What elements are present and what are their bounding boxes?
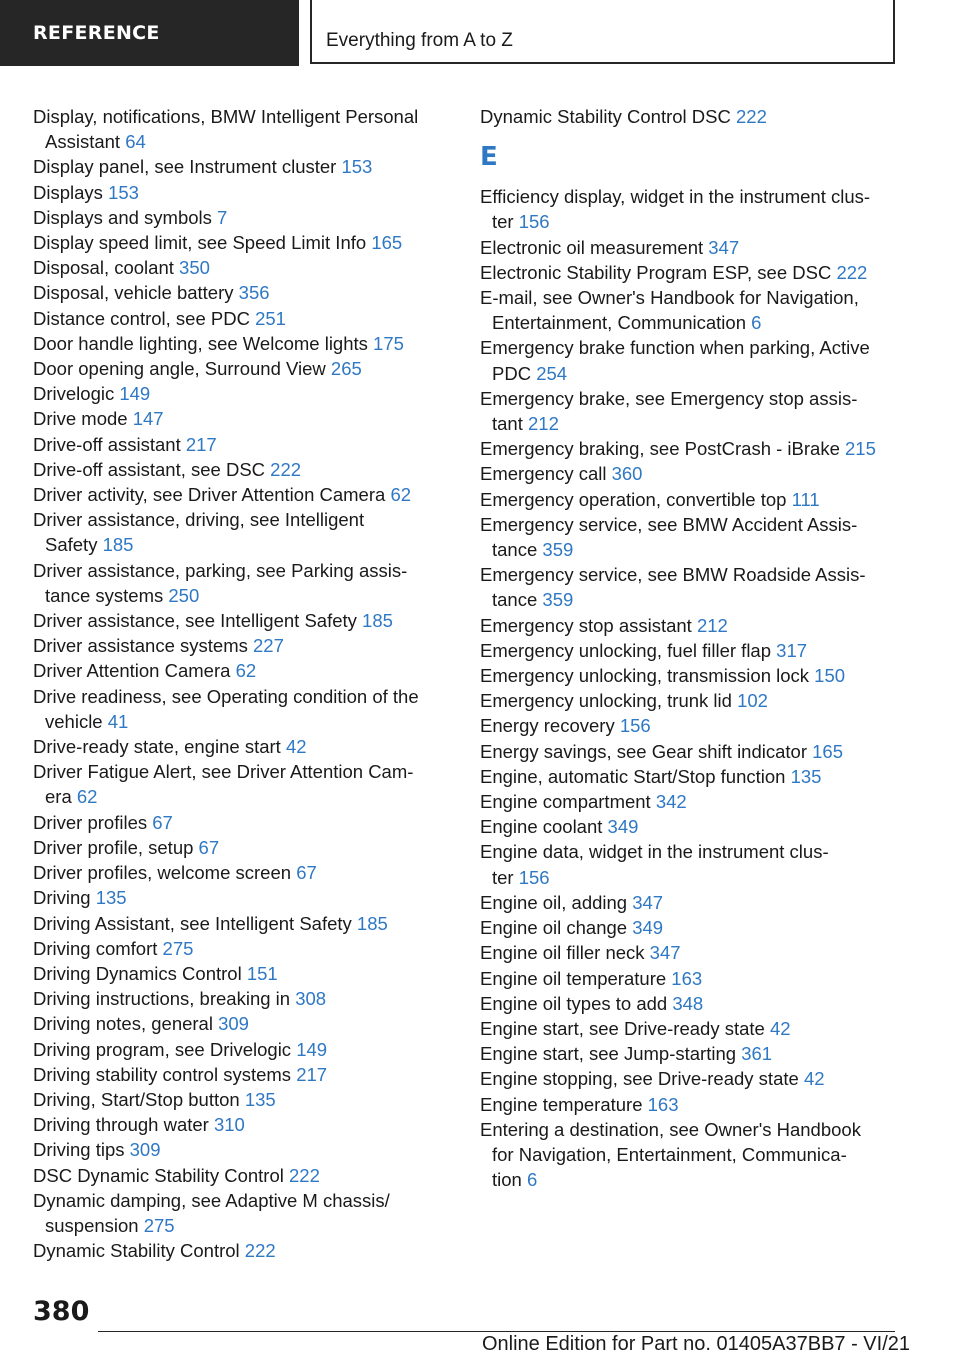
index-entry bbox=[480, 713, 900, 738]
index-entry-text: Driver assistance, parking, see Parking assis- bbox=[33, 559, 408, 581]
index-entry bbox=[480, 1117, 900, 1193]
page-reference-link[interactable]: 151 bbox=[246, 962, 278, 984]
index-entry bbox=[33, 306, 438, 331]
index-entry-text: Door opening angle, Surround View bbox=[33, 358, 326, 380]
index-entry-text: Driving instructions, breaking in bbox=[33, 988, 291, 1010]
page-reference-link[interactable]: 212 bbox=[528, 413, 559, 435]
page-reference-link[interactable]: 227 bbox=[253, 635, 284, 657]
index-entry-text: Drive readiness, see Operating condition of the bbox=[33, 685, 419, 707]
page-reference-link[interactable]: 67 bbox=[152, 811, 173, 833]
index-entry-text: Driver Attention Camera bbox=[33, 660, 231, 682]
page-reference-link[interactable]: 135 bbox=[244, 1088, 276, 1110]
index-entry-text: Drive-off assistant bbox=[33, 433, 181, 455]
index-entry-text: Entertainment, Communication bbox=[492, 312, 746, 334]
page-reference-link[interactable]: 222 bbox=[836, 261, 868, 283]
index-entry bbox=[33, 457, 438, 482]
page-reference-link[interactable]: 185 bbox=[102, 534, 134, 556]
index-entry-text: Dynamic damping, see Adaptive M chassis/ bbox=[33, 1189, 390, 1211]
page-reference-link[interactable]: 275 bbox=[143, 1214, 175, 1236]
index-entry-text: Emergency call bbox=[480, 463, 607, 485]
index-column-left bbox=[33, 104, 438, 1263]
index-entry-text: Engine data, widget in the instrument clus- bbox=[480, 841, 829, 863]
index-entry-text: Engine oil filler neck bbox=[480, 942, 645, 964]
index-entry-text: Driver activity, see Driver Attention Camera bbox=[33, 484, 386, 506]
index-entry bbox=[480, 1066, 900, 1091]
index-lead-entries bbox=[480, 104, 900, 129]
index-entry bbox=[480, 562, 900, 612]
index-entry bbox=[33, 1037, 438, 1062]
page-reference-link[interactable]: 67 bbox=[198, 836, 220, 858]
section-tab bbox=[0, 0, 299, 66]
page-reference-link[interactable]: 163 bbox=[647, 1093, 679, 1115]
index-entry-text: tance bbox=[492, 589, 538, 611]
page-reference-link[interactable]: 359 bbox=[542, 589, 574, 611]
index-entry bbox=[33, 860, 438, 885]
index-entry-text: Dynamic Stability Control bbox=[33, 1240, 240, 1262]
page-reference-link[interactable]: 135 bbox=[95, 887, 127, 909]
page-reference-link[interactable]: 156 bbox=[619, 715, 651, 737]
page-reference-link[interactable]: 62 bbox=[390, 484, 412, 506]
page-reference-link[interactable]: 317 bbox=[776, 639, 808, 661]
page-reference-link[interactable]: 156 bbox=[518, 866, 550, 888]
index-entry bbox=[33, 810, 438, 835]
index-entry-text: ter bbox=[492, 866, 514, 888]
index-entry bbox=[480, 663, 900, 688]
page-reference-link[interactable]: 250 bbox=[168, 584, 200, 606]
index-entry bbox=[33, 759, 438, 809]
index-entry bbox=[33, 507, 438, 557]
index-entry-text: Driver assistance, see Intelligent Safety bbox=[33, 610, 357, 632]
index-entry-text: Emergency service, see BMW Roadside Assis- bbox=[480, 564, 866, 586]
index-entry bbox=[33, 1188, 438, 1238]
index-entry bbox=[33, 154, 438, 179]
page-reference-link[interactable]: 62 bbox=[76, 786, 98, 808]
index-entry bbox=[480, 512, 900, 562]
index-entry bbox=[33, 1062, 438, 1087]
page-reference-link[interactable]: 222 bbox=[736, 106, 767, 127]
index-entry bbox=[33, 432, 438, 457]
index-entry-text: Emergency operation, convertible top bbox=[480, 488, 787, 510]
page-reference-link[interactable]: 356 bbox=[238, 282, 270, 304]
index-entry-text: Displays bbox=[33, 181, 103, 203]
section-label: REFERENCE bbox=[33, 22, 160, 44]
index-entry-text: Electronic Stability Program ESP, see DSC bbox=[480, 261, 832, 283]
page-reference-link[interactable]: 251 bbox=[255, 307, 286, 329]
page-reference-link[interactable]: 7 bbox=[217, 206, 228, 228]
index-entry bbox=[33, 180, 438, 205]
index-entry-text: E-mail, see Owner's Handbook for Navigation, bbox=[480, 287, 859, 309]
index-entry bbox=[480, 613, 900, 638]
index-entry-text: Emergency brake function when parking, Active bbox=[480, 337, 870, 359]
index-entry bbox=[33, 331, 438, 356]
index-entry bbox=[33, 558, 438, 608]
index-entry bbox=[33, 608, 438, 633]
index-entry-text: Drive mode bbox=[33, 408, 128, 430]
index-entry-text: Electronic oil measurement bbox=[480, 236, 704, 258]
index-entry bbox=[33, 104, 438, 154]
index-entry bbox=[480, 235, 900, 260]
page-reference-link[interactable]: 254 bbox=[536, 362, 568, 384]
index-entry-text: Driver profiles, welcome screen bbox=[33, 862, 292, 884]
page-reference-link[interactable]: 149 bbox=[119, 383, 151, 405]
index-entry bbox=[480, 1041, 900, 1066]
index-entry-text: Drive-off assistant, see DSC bbox=[33, 458, 266, 480]
index-entry bbox=[33, 205, 438, 230]
index-entry-text: Driving comfort bbox=[33, 937, 158, 959]
page-reference-link[interactable]: 309 bbox=[129, 1139, 161, 1161]
index-entry bbox=[480, 386, 900, 436]
index-entry bbox=[480, 991, 900, 1016]
page-reference-link[interactable]: 349 bbox=[607, 816, 639, 838]
page-reference-link[interactable]: 6 bbox=[526, 1169, 538, 1191]
index-entry bbox=[33, 1163, 438, 1188]
index-entry-text: Driving program, see Drivelogic bbox=[33, 1038, 292, 1060]
index-entry-text: Safety bbox=[45, 534, 98, 556]
page-reference-link[interactable]: 360 bbox=[611, 463, 643, 485]
index-entry bbox=[480, 461, 900, 486]
index-entry-text: Assistant bbox=[45, 131, 121, 153]
edition-note: Online Edition for Part no. 01405A37BB7 - VI/21 bbox=[481, 1333, 910, 1355]
page-reference-link[interactable]: 156 bbox=[518, 211, 550, 233]
index-entry-text: tance bbox=[492, 539, 538, 561]
index-entry-text: Driving through water bbox=[33, 1114, 209, 1136]
page-reference-link[interactable]: 102 bbox=[737, 690, 768, 712]
page-reference-link[interactable]: 222 bbox=[270, 458, 302, 480]
page-reference-link[interactable]: 347 bbox=[649, 942, 681, 964]
index-entry bbox=[480, 739, 900, 764]
index-entry-text: Driver Fatigue Alert, see Driver Attention Cam- bbox=[33, 761, 414, 783]
index-entry-text: Driving Dynamics Control bbox=[33, 962, 242, 984]
page-reference-link[interactable]: 42 bbox=[769, 1017, 791, 1039]
index-entry-text: Engine, automatic Start/Stop function bbox=[480, 765, 786, 787]
index-entry-text: Driving bbox=[33, 887, 91, 909]
index-entry bbox=[480, 335, 900, 385]
index-entry-text: Engine temperature bbox=[480, 1093, 643, 1115]
index-entry-text: Efficiency display, widget in the instrument clus- bbox=[480, 186, 871, 208]
page-reference-link[interactable]: 42 bbox=[285, 736, 307, 758]
page-reference-link[interactable]: 153 bbox=[108, 181, 139, 203]
index-entry-text: Driving stability control systems bbox=[33, 1063, 292, 1085]
page-reference-link[interactable]: 275 bbox=[162, 937, 194, 959]
page-reference-link[interactable]: 217 bbox=[296, 1063, 328, 1085]
index-entry bbox=[480, 260, 900, 285]
page-reference-link[interactable]: 41 bbox=[107, 710, 129, 732]
page-number: 380 bbox=[33, 1296, 90, 1327]
index-entry bbox=[480, 789, 900, 814]
index-entry-text: era bbox=[45, 786, 72, 808]
page-reference-link[interactable]: 350 bbox=[179, 257, 210, 279]
index-entry-text: Dynamic Stability Control DSC bbox=[480, 106, 731, 127]
chapter-header bbox=[310, 0, 895, 64]
index-entry-text: Emergency unlocking, fuel filler flap bbox=[480, 639, 772, 661]
index-entry-text: Emergency stop assistant bbox=[480, 614, 692, 636]
index-entry bbox=[480, 1092, 900, 1117]
index-entry-text: Engine start, see Drive-ready state bbox=[480, 1017, 765, 1039]
section-letter: E bbox=[480, 142, 498, 173]
index-entry-text: Energy recovery bbox=[480, 715, 615, 737]
index-entry-text: Display panel, see Instrument cluster bbox=[33, 156, 337, 178]
index-entries bbox=[480, 184, 900, 1192]
index-entry bbox=[480, 814, 900, 839]
index-entry bbox=[33, 1112, 438, 1137]
index-entry bbox=[480, 764, 900, 789]
page-reference-link[interactable]: 185 bbox=[356, 912, 388, 934]
index-entry-text: Door handle lighting, see Welcome lights bbox=[33, 332, 368, 354]
index-entry-text: Emergency unlocking, trunk lid bbox=[480, 690, 732, 712]
index-entry bbox=[33, 255, 438, 280]
index-entry-text: Drivelogic bbox=[33, 383, 115, 405]
index-entry bbox=[33, 1238, 438, 1263]
index-entry-text: Display, notifications, BMW Intelligent Personal bbox=[33, 106, 419, 127]
index-entry-text: Distance control, see PDC bbox=[33, 307, 250, 329]
chapter-title: Everything from A to Z bbox=[326, 30, 513, 51]
index-entry-text: Emergency service, see BMW Accident Assis- bbox=[480, 513, 858, 535]
page-reference-link[interactable]: 222 bbox=[244, 1240, 276, 1262]
index-entry-text: for Navigation, Entertainment, Communica- bbox=[492, 1143, 847, 1165]
page-reference-link[interactable]: 163 bbox=[671, 967, 703, 989]
page-reference-link[interactable]: 309 bbox=[218, 1013, 249, 1035]
index-entry-text: ter bbox=[492, 211, 514, 233]
index-entry bbox=[33, 911, 438, 936]
index-entry bbox=[480, 890, 900, 915]
index-entry bbox=[33, 658, 438, 683]
index-entry bbox=[480, 688, 900, 713]
index-entry-text: Disposal, vehicle battery bbox=[33, 282, 234, 304]
index-entry-text: Engine oil, adding bbox=[480, 891, 628, 913]
page-reference-link[interactable]: 349 bbox=[632, 917, 664, 939]
index-entry bbox=[33, 482, 438, 507]
index-entry-text: Driving notes, general bbox=[33, 1013, 213, 1035]
page-reference-link[interactable]: 149 bbox=[296, 1038, 328, 1060]
index-entry-text: PDC bbox=[492, 362, 532, 384]
index-entry bbox=[33, 1087, 438, 1112]
page-reference-link[interactable]: 165 bbox=[371, 232, 403, 254]
page-reference-link[interactable]: 347 bbox=[708, 236, 740, 258]
index-entry-text: Drive-ready state, engine start bbox=[33, 736, 281, 758]
index-entry-text: Emergency brake, see Emergency stop assis- bbox=[480, 387, 858, 409]
page-reference-link[interactable]: 222 bbox=[289, 1164, 320, 1186]
index-entry bbox=[480, 285, 900, 335]
index-entry-text: Driver assistance systems bbox=[33, 635, 248, 657]
index-entry-text: Driver assistance, driving, see Intelligent bbox=[33, 509, 365, 531]
index-entry bbox=[480, 104, 900, 129]
page-reference-link[interactable]: 153 bbox=[341, 156, 373, 178]
index-entry-text: Entering a destination, see Owner's Handbook bbox=[480, 1118, 861, 1140]
index-entry bbox=[33, 936, 438, 961]
index-entry bbox=[33, 835, 438, 860]
page-reference-link[interactable]: 310 bbox=[213, 1114, 245, 1136]
page-reference-link[interactable]: 185 bbox=[362, 610, 393, 632]
index-entry bbox=[480, 487, 900, 512]
page-reference-link[interactable]: 62 bbox=[235, 660, 257, 682]
page-reference-link[interactable]: 165 bbox=[812, 740, 844, 762]
index-entry-text: Display speed limit, see Speed Limit Info bbox=[33, 232, 367, 254]
index-entry-text: Engine stopping, see Drive-ready state bbox=[480, 1068, 799, 1090]
page-reference-link[interactable]: 67 bbox=[296, 862, 317, 884]
page-reference-link[interactable]: 308 bbox=[295, 988, 327, 1010]
index-entry bbox=[33, 230, 438, 255]
page-reference-link[interactable]: 215 bbox=[845, 438, 876, 460]
index-entry bbox=[480, 1016, 900, 1041]
index-entry-text: Energy savings, see Gear shift indicator bbox=[480, 740, 807, 762]
index-entry-text: Driver profiles bbox=[33, 811, 148, 833]
index-entry bbox=[480, 915, 900, 940]
page-reference-link[interactable]: 175 bbox=[373, 332, 404, 354]
page-reference-link[interactable]: 111 bbox=[791, 488, 820, 510]
index-entry bbox=[33, 961, 438, 986]
index-entry bbox=[33, 381, 438, 406]
page-reference-link[interactable]: 347 bbox=[632, 891, 664, 913]
index-entry bbox=[480, 966, 900, 991]
index-entry bbox=[33, 734, 438, 759]
page-reference-link[interactable]: 348 bbox=[672, 992, 704, 1014]
page-reference-link[interactable]: 42 bbox=[803, 1068, 825, 1090]
index-entry-text: Engine oil temperature bbox=[480, 967, 667, 989]
index-entry-text: Driving tips bbox=[33, 1139, 125, 1161]
page-reference-link[interactable]: 217 bbox=[185, 433, 217, 455]
footer-divider bbox=[98, 1331, 895, 1332]
index-entry-text: tion bbox=[492, 1169, 522, 1191]
page-reference-link[interactable]: 359 bbox=[542, 539, 574, 561]
index-entry bbox=[33, 406, 438, 431]
page-reference-link[interactable]: 212 bbox=[696, 614, 728, 636]
index-entry bbox=[33, 1137, 438, 1162]
page-reference-link[interactable]: 150 bbox=[814, 665, 846, 687]
index-entry-text: Emergency unlocking, transmission lock bbox=[480, 665, 810, 687]
index-column-right bbox=[480, 104, 900, 1192]
page-reference-link[interactable]: 361 bbox=[741, 1043, 773, 1065]
index-entry-text: Engine compartment bbox=[480, 791, 651, 813]
index-entry-text: Engine oil change bbox=[480, 917, 628, 939]
index-entry-text: Engine coolant bbox=[480, 816, 603, 838]
page-reference-link[interactable]: 135 bbox=[790, 765, 822, 787]
index-entry-text: tant bbox=[492, 413, 523, 435]
index-entry bbox=[33, 684, 438, 734]
page-reference-link[interactable]: 265 bbox=[330, 358, 362, 380]
index-entry-text: tance systems bbox=[45, 584, 164, 606]
page-reference-link[interactable]: 64 bbox=[125, 131, 146, 153]
index-entry-text: vehicle bbox=[45, 710, 103, 732]
index-entry bbox=[33, 885, 438, 910]
index-entry-text: Disposal, coolant bbox=[33, 257, 174, 279]
page-reference-link[interactable]: 342 bbox=[655, 791, 687, 813]
index-entry-text: Driver profile, setup bbox=[33, 836, 194, 858]
index-entry bbox=[480, 184, 900, 234]
index-entry-text: Driving, Start/Stop button bbox=[33, 1088, 240, 1110]
index-entry bbox=[480, 940, 900, 965]
index-entry bbox=[33, 986, 438, 1011]
index-entry-text: Emergency braking, see PostCrash - iBrake bbox=[480, 438, 840, 460]
index-entry bbox=[33, 280, 438, 305]
index-entry bbox=[480, 436, 900, 461]
index-entry bbox=[480, 638, 900, 663]
index-entry-text: Engine oil types to add bbox=[480, 992, 668, 1014]
index-entry-text: Driving Assistant, see Intelligent Safety bbox=[33, 912, 352, 934]
index-entry bbox=[480, 839, 900, 889]
page-reference-link[interactable]: 147 bbox=[132, 408, 164, 430]
index-entry bbox=[33, 356, 438, 381]
index-entry bbox=[33, 633, 438, 658]
page-reference-link[interactable]: 6 bbox=[751, 312, 762, 334]
index-entry-text: Engine start, see Jump-starting bbox=[480, 1043, 737, 1065]
index-entry-text: DSC Dynamic Stability Control bbox=[33, 1164, 284, 1186]
index-entry bbox=[33, 1011, 438, 1036]
index-entry-text: Displays and symbols bbox=[33, 206, 212, 228]
index-entry-text: suspension bbox=[45, 1214, 139, 1236]
